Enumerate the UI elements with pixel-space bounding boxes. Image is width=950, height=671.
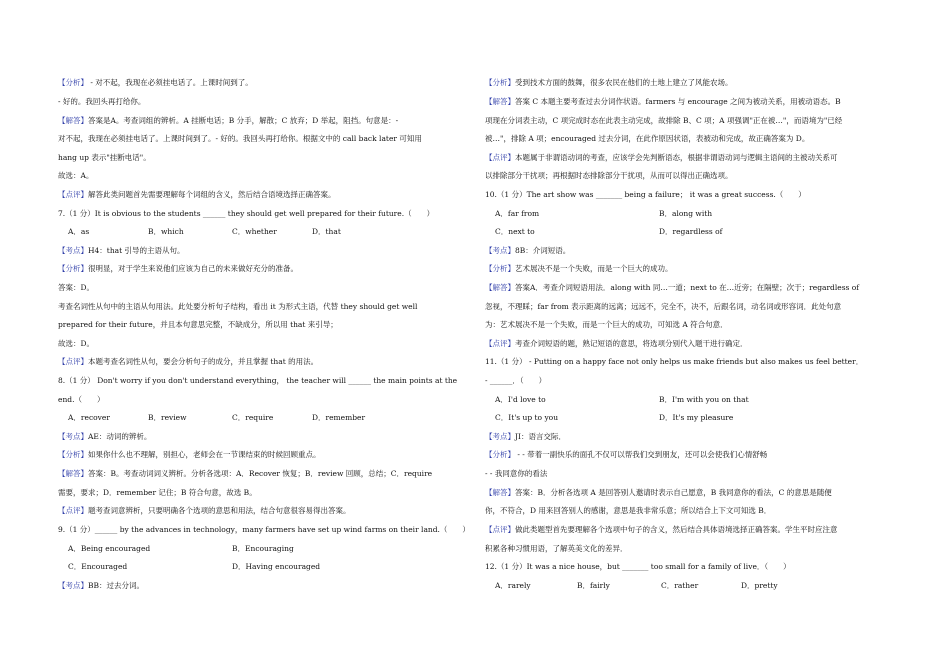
text-line: 以排除部分干扰项；再根据时态排除部分干扰项，从而可以得出正确选项。 (485, 171, 733, 180)
text-line: - - 我同意你的看法 (485, 469, 548, 478)
text-line: 你，不符合，D 用来回答别人的感谢，意思是我非常乐意；所以结合上下文可知选 B． (485, 506, 772, 515)
text-line: hang up 表示"挂断电话"。 (58, 153, 151, 162)
option: D．It's my pleasure (659, 413, 734, 422)
comment-line: 【点评】题考查词意辨析，只要明确各个选项的意思和用法，结合句意很容易得出答案。 (58, 506, 351, 515)
analysis-line: 【分析】受到技术方面的鼓舞，很多农民在他们的土地上建立了风能农场。 (485, 78, 733, 87)
option: D．remember (312, 413, 366, 422)
text-line: 被…"，排除 A 项；encouraged 过去分词，在此作原因状语，表被动和完成，故正确答案为 D。 (485, 134, 810, 143)
answer-tag: 【解答】 (58, 116, 88, 125)
question-7-options (68, 227, 458, 236)
option: C．rather (661, 581, 699, 590)
option: B．which (148, 227, 184, 236)
answer-line: 【解答】答案A．考查介词短语用法．along with 同…一道；next to 在…近旁；在隔壁；次于；regardless of (485, 283, 860, 292)
question-10-options (495, 227, 885, 236)
option: D．pretty (741, 581, 778, 590)
question-11-options (495, 395, 885, 404)
question-9: 9.（1 分）______ by the advances in technology，many farmers have set up wind farms on their land.（ ） (58, 525, 470, 534)
comment-line: 【点评】本题考查名词性从句，要会分析句子的成分，并且掌握 that 的用法。 (58, 357, 319, 366)
comment-line: 【点评】解答此类问题首先需要理解每个词组的含义，然后结合语境选择正确答案。 (58, 190, 336, 199)
analysis-line: 【分析】 - 对不起，我现在必须挂电话了。上课时间到了。 (58, 78, 253, 87)
option: B．fairly (577, 581, 610, 590)
option: C．whether (232, 227, 277, 236)
text-line: - 好的。我回头再打给你。 (58, 97, 146, 106)
text-line: 为：艺术展决不是一个失败，而是一个巨大的成功，可知选 A 符合句意． (485, 320, 728, 329)
answer-line: 【解答】答案：B．分析各选项 A 是回答别人邀请时表示自己愿意，B 我同意你的看法，C 的意思是随便 (485, 488, 832, 497)
question-12: 12.（1 分）It was a nice house，but _______ too small for a family of live．（ ） (485, 562, 791, 571)
comment-tag: 【点评】 (58, 190, 88, 199)
answer-line: 【解答】答案 C 本题主要考查过去分词作状语。farmers 与 encourage 之间为被动关系，用被动语态。B (485, 97, 841, 106)
option: C．next to (495, 227, 535, 236)
question-11-options (495, 413, 885, 422)
question-8: 8.（1 分） Don't worry if you don't understand everything， the teacher will ______ the main points at the (58, 376, 458, 385)
text-line: 忽视，不理睬；far from 表示距离的远离；远远不，完全不，决不，后跟名词，动名词或形容词．此处句意 (485, 302, 842, 311)
option: B．along with (659, 209, 713, 218)
knowledge-line: 【考点】AE：动词的辨析。 (58, 432, 152, 441)
analysis-line: 【分析】 - - 带着一副快乐的面孔不仅可以帮我们交到朋友，还可以会使我们心情舒畅 (485, 450, 768, 459)
answer-line: 【解答】答案是A。考查词组的辨析。A 挂断电话；B 分手，解散；C 放弃；D 举起，阻挡。句意是：- (58, 116, 399, 125)
analysis-line: 【分析】很明显，对于学生来说他们应该为自己的未来做好充分的准备。 (58, 264, 298, 273)
question-7: 7.（1 分）It is obvious to the students ______ they should get well prepared for their future.（ ） (58, 209, 435, 218)
option: B．Encouraging (232, 544, 294, 553)
option: C．It's up to you (495, 413, 559, 422)
text-line: 考查名词性从句中的主语从句用法。此处要分析句子结构，看出 it 为形式主语，代替 they should get well (58, 302, 418, 311)
knowledge-line: 【考点】H4：that 引导的主语从句。 (58, 246, 185, 255)
knowledge-line: 【考点】8B：介词短语。 (485, 246, 571, 255)
option: A．rarely (495, 581, 531, 590)
question-10-options (495, 209, 885, 218)
text-line: 积累各种习惯用语，了解英美文化的差异． (485, 544, 628, 553)
question-8-options (68, 413, 458, 422)
text-line: end.（ ） (58, 395, 105, 404)
question-9-options (68, 544, 458, 553)
knowledge-line: 【考点】JI：语言交际． (485, 432, 566, 441)
comment-line: 【点评】考查介词短语的题，熟记短语的意思，将选项分别代入题干进行确定． (485, 339, 748, 348)
text-line: 故选：A。 (58, 171, 94, 180)
question-11: 11.（1 分） - Putting on a happy face not only helps us make friends but also makes us feel better． (485, 357, 864, 366)
analysis-line: 【分析】如果你什么也不理解，别担心，老师会在一节课结束的时候回顾重点。 (58, 450, 321, 459)
text-line: 需要，要求；D．remember 记住；B 符合句意，故选 B。 (58, 488, 257, 497)
option: A．recover (68, 413, 110, 422)
option: C．require (232, 413, 274, 422)
option: C．Encouraged (68, 562, 128, 571)
option: B．I'm with you on that (659, 395, 749, 404)
text-line: prepared for their future，并且本句意思完整，不缺成分，所以用 that 来引导； (58, 320, 338, 329)
comment-line: 【点评】本题属于非谓语动词的考查，应该学会先判断语态，根据非谓语动词与逻辑主语间的主被动关系可 (485, 153, 838, 162)
comment-line: 【点评】做此类题型首先要理解各个选项中句子的含义，然后结合具体语境选择正确答案。学生平时应注意 (485, 525, 838, 534)
knowledge-line: 【考点】BB：过去分词。 (58, 581, 145, 590)
option: D．that (312, 227, 341, 236)
option: D．regardless of (659, 227, 723, 236)
text-line: 故选：D。 (58, 339, 95, 348)
text-line: 答案：D。 (58, 283, 95, 292)
text-line: 对不起，我现在必须挂电话了。上课时间到了。- 好的。我回头再打给你。根据文中的 call back later 可知用 (58, 134, 422, 143)
text-line: - ______．（ ） (485, 376, 547, 385)
answer-line: 【解答】答案：B。考查动词词义辨析。分析各选项：A．Recover 恢复；B．review 回顾，总结；C．require (58, 469, 433, 478)
question-9-options (68, 562, 458, 571)
option: A．far from (495, 209, 540, 218)
option: D．Having encouraged (232, 562, 321, 571)
text-line: 项现在分词表主动，C 项完成时态在此表主动完成，故排除 B、C 项；A 项强调"正在被…"，而语境为"已经 (485, 116, 843, 125)
analysis-tag: 【分析】 (58, 78, 88, 87)
question-10: 10.（1 分）The art show was _______ being a failure； it was a great success.（ ） (485, 190, 806, 199)
question-12-options (495, 581, 885, 590)
option: A．Being encouraged (68, 544, 151, 553)
analysis-line: 【分析】艺术展决不是一个失败，而是一个巨大的成功。 (485, 264, 673, 273)
option: A．I'd love to (495, 395, 546, 404)
option: B．review (148, 413, 187, 422)
option: A．as (68, 227, 90, 236)
